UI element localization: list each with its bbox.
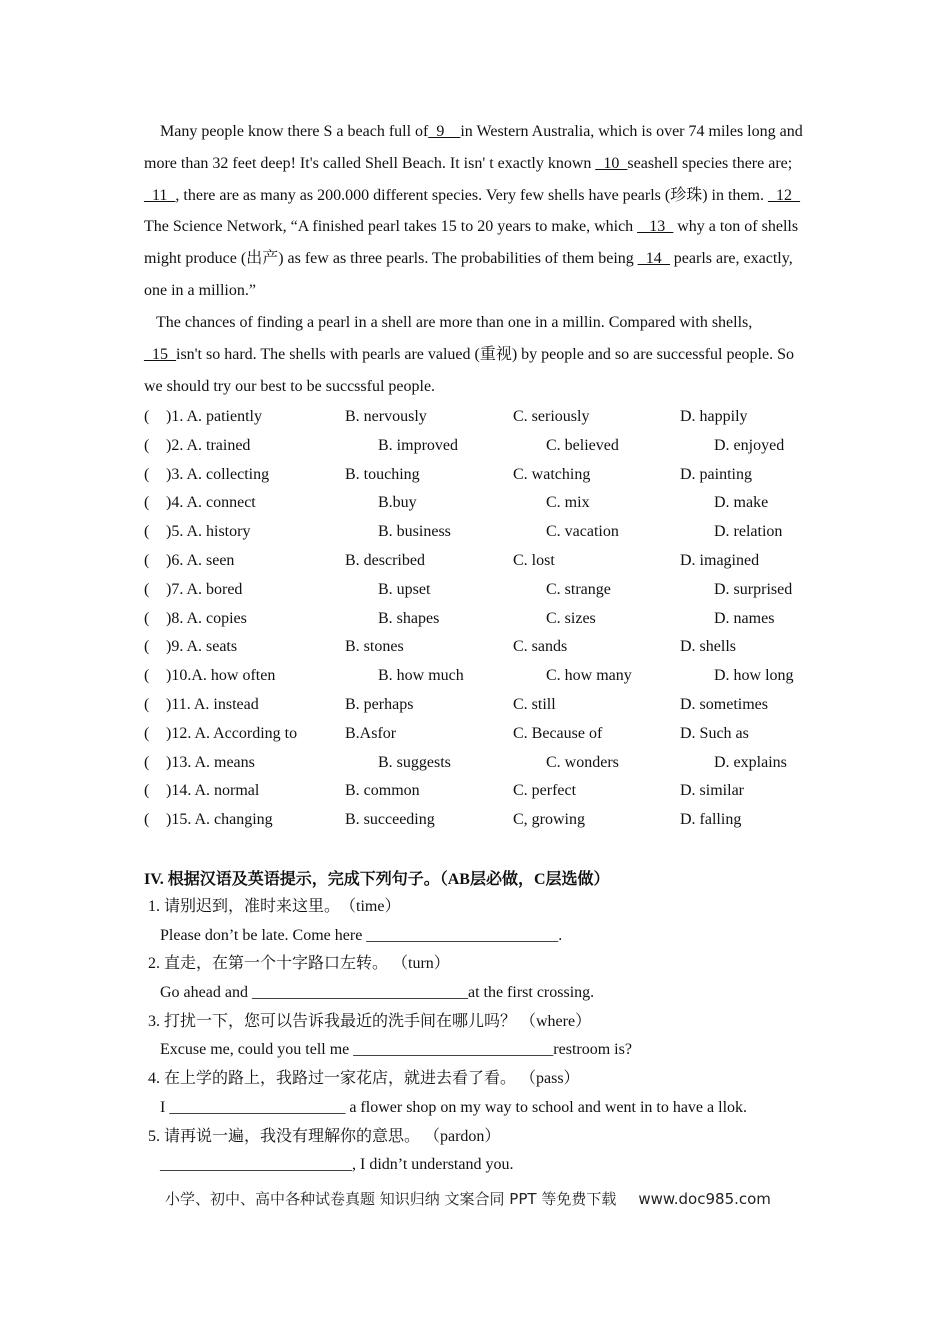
option-c: C, growing	[513, 811, 585, 829]
answer-paren: (	[144, 523, 150, 541]
option-d: D. imagined	[680, 551, 760, 569]
option-d: D. similar	[680, 782, 744, 800]
item-prompt: 4. 在上学的路上，我路过一家花店，就进去看了看。 （pass）	[148, 1070, 580, 1088]
passage-paragraph-2	[144, 307, 814, 402]
option-c: C. strange	[546, 580, 611, 598]
option-d: D. relation	[714, 523, 783, 541]
option-a: )9. A. seats	[166, 638, 238, 656]
option-a: )10.A. how often	[166, 667, 276, 685]
passage-text: isn't so hard. The shells with pearls are valued (重视) by people and so are successful people. So we should try our best to be succssful people.	[144, 345, 794, 395]
passage-text: seashell species there are;	[627, 154, 793, 172]
option-a: )2. A. trained	[166, 436, 251, 454]
option-d: D. falling	[680, 811, 742, 829]
passage-paragraph-1	[144, 116, 814, 307]
item-answer-line[interactable]: I ______________________ a flower shop on my way to school and went in to have a llok.	[160, 1098, 748, 1116]
footer-url[interactable]: www.doc985.com	[638, 1190, 771, 1208]
question-row	[144, 691, 814, 720]
footer	[165, 1188, 771, 1209]
answer-paren: (	[144, 667, 150, 685]
item-prompt: 3. 打扰一下，您可以告诉我最近的洗手间在哪儿吗？ （where）	[148, 1012, 592, 1030]
option-d: D. make	[714, 494, 769, 512]
answer-paren: (	[144, 695, 150, 713]
option-a: )4. A. connect	[166, 494, 256, 512]
section-4-title: IV. 根据汉语及英语提示，完成下列句子。（AB层必做，C层选做）	[144, 871, 610, 888]
answer-paren: (	[144, 811, 150, 829]
option-c: C. sizes	[546, 609, 596, 627]
option-d: D. how long	[714, 667, 794, 685]
option-b: B. how much	[378, 667, 464, 685]
option-b: B. suggests	[378, 753, 451, 771]
option-c: C. still	[513, 695, 556, 713]
item-prompt: 2. 直走，在第一个十字路口左转。 （turn）	[148, 955, 450, 973]
option-a: )7. A. bored	[166, 580, 243, 598]
option-c: C. how many	[546, 667, 632, 685]
answer-paren: (	[144, 580, 150, 598]
option-d: D. happily	[680, 408, 748, 425]
option-c: C. wonders	[546, 753, 619, 771]
blank-13: _ 13_	[637, 218, 674, 236]
answer-paren: (	[144, 436, 150, 454]
blank-15: _15_	[144, 345, 176, 363]
answer-paren: (	[144, 782, 150, 800]
option-b: B. improved	[378, 436, 458, 454]
blank-11: _11_	[144, 186, 176, 204]
option-d: D. sometimes	[680, 695, 768, 713]
passage-text: The chances of finding a pearl in a shell are more than one in a millin. Compared with shells,	[156, 314, 753, 331]
option-a: )3. A. collecting	[166, 465, 270, 483]
option-d: D. surprised	[714, 580, 793, 598]
option-b: B. upset	[378, 580, 431, 598]
answer-paren: (	[144, 638, 150, 656]
option-d: D. shells	[680, 638, 736, 656]
passage-text: in Western Australia, which is over 74 miles long and more than 32 feet deep! It's called Shell Beach. It isn' t exactly known	[144, 123, 803, 172]
translation-items	[148, 893, 818, 1180]
question-row	[144, 461, 814, 490]
question-row	[144, 518, 814, 547]
question-row	[144, 576, 814, 605]
question-row	[144, 720, 814, 749]
passage-text: , there are as many as 200.000 different species. Very few shells have pearls (珍珠) in them.	[175, 186, 768, 204]
option-b: B. shapes	[378, 609, 440, 627]
option-c: C. watching	[513, 465, 591, 483]
blank-9: _9__	[428, 123, 461, 140]
answer-paren: (	[144, 494, 150, 512]
option-c: C. believed	[546, 436, 619, 454]
option-a: )15. A. changing	[166, 811, 273, 829]
passage-text: pearls are, exactly, one in a million.”	[144, 250, 793, 299]
answer-paren: (	[144, 551, 150, 569]
blank-12: _12_	[767, 186, 800, 204]
footer-text: 小学、初中、高中各种试卷真题 知识归纳 文案合同 PPT 等免费下载	[165, 1190, 617, 1208]
passage-text: Many people know there S a beach full of	[160, 123, 429, 140]
option-a: )14. A. normal	[166, 782, 260, 800]
option-a: )1. A. patiently	[166, 408, 262, 425]
option-b: B. business	[378, 523, 451, 541]
item-prompt: 1. 请别迟到，准时来这里。 （time）	[148, 898, 401, 915]
option-d: D. names	[714, 609, 775, 627]
option-b: B. common	[345, 782, 420, 800]
question-row	[144, 605, 814, 634]
option-d: D. enjoyed	[714, 436, 785, 454]
question-row	[144, 749, 814, 778]
option-a: )11. A. instead	[166, 695, 259, 713]
question-row	[144, 777, 814, 806]
item-answer-line[interactable]: Excuse me, could you tell me _________________________restroom is?	[160, 1041, 632, 1059]
option-b: B. nervously	[345, 408, 427, 425]
item-answer-line[interactable]: ________________________, I didn’t understand you.	[160, 1156, 514, 1174]
question-row	[144, 432, 814, 461]
option-d: D. painting	[680, 465, 752, 483]
option-c: C. lost	[513, 551, 555, 569]
item-answer-line[interactable]: Please don’t be late. Come here ________________________.	[160, 926, 563, 944]
option-c: C. perfect	[513, 782, 577, 800]
option-a: )6. A. seen	[166, 551, 235, 569]
option-a: )8. A. copies	[166, 609, 247, 627]
option-c: C. Because of	[513, 724, 603, 742]
answer-paren: (	[144, 609, 150, 627]
option-b: B. touching	[345, 465, 420, 483]
question-row	[144, 489, 814, 518]
question-row	[144, 806, 814, 835]
passage-text: The Science Network, “A finished pearl takes 15 to 20 years to make, which	[144, 218, 638, 236]
option-b: B. succeeding	[345, 811, 435, 829]
question-row	[144, 403, 814, 432]
option-a: )5. A. history	[166, 523, 251, 541]
question-row	[144, 662, 814, 691]
option-a: )13. A. means	[166, 753, 255, 771]
passage-text: why a ton of shells might produce (出产) as few as three pearls. The probabilities of them being	[144, 218, 799, 268]
option-c: C. sands	[513, 638, 568, 656]
question-row	[144, 633, 814, 662]
option-b: B. stones	[345, 638, 404, 656]
answer-paren: (	[144, 465, 150, 483]
option-c: C. mix	[546, 494, 590, 512]
answer-paren: (	[144, 408, 150, 425]
blank-14: _14_	[637, 250, 670, 268]
item-answer-line[interactable]: Go ahead and ___________________________at the first crossing.	[160, 984, 595, 1002]
option-a: )12. A. According to	[166, 724, 298, 742]
option-b: B. perhaps	[345, 695, 414, 713]
question-row	[144, 547, 814, 576]
option-b: B.Asfor	[345, 724, 397, 742]
blank-10: _10_	[595, 154, 628, 172]
option-b: B.buy	[378, 494, 417, 512]
option-c: C. vacation	[546, 523, 619, 541]
answer-paren: (	[144, 753, 150, 771]
question-list	[144, 403, 814, 835]
option-b: B. described	[345, 551, 425, 569]
item-prompt: 5. 请再说一遍，我没有理解你的意思。 （pardon）	[148, 1127, 501, 1145]
option-c: C. seriously	[513, 408, 590, 425]
option-d: D. explains	[714, 753, 787, 771]
answer-paren: (	[144, 724, 150, 742]
option-d: D. Such as	[680, 724, 749, 742]
